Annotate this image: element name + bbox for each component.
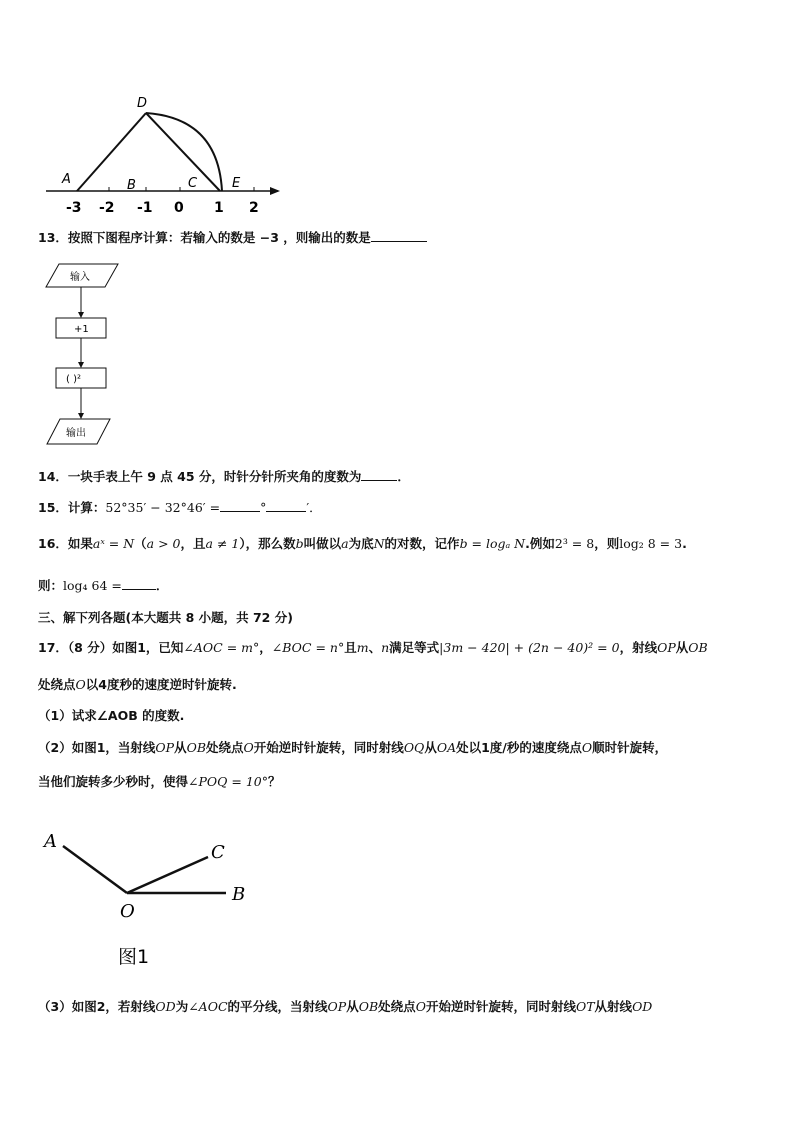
question-16-line2	[38, 577, 168, 595]
text: 叫做以	[303, 536, 342, 551]
math: a	[341, 536, 349, 551]
text: 、	[368, 640, 382, 655]
math: log₄ 64 =	[63, 578, 122, 593]
ray-oc	[127, 857, 208, 893]
tick-label: -2	[99, 200, 115, 215]
text: ．	[155, 578, 169, 593]
math: OP	[327, 999, 347, 1014]
question-14	[38, 468, 410, 486]
question-15	[38, 499, 322, 517]
q15-text: 15．计算：	[38, 500, 106, 515]
math: O	[415, 999, 426, 1014]
text: 从	[174, 740, 187, 755]
q14-end: ．	[397, 469, 410, 484]
flow-square-label: ( )²	[66, 374, 81, 385]
label-d: D	[137, 96, 148, 111]
text: 从	[424, 740, 437, 755]
math: OB	[358, 999, 379, 1014]
text: ？	[267, 774, 281, 789]
square-box	[56, 368, 106, 388]
tick-label: 2	[249, 200, 259, 215]
section-heading: 三、解下列各题(本大题共 8 小题，共 72 分)	[38, 610, 293, 625]
question-17-part2-line1	[38, 739, 667, 757]
label-b: B	[127, 178, 136, 193]
text: 的平分线，当射线	[227, 999, 328, 1014]
math: m	[356, 640, 369, 655]
math: N	[373, 536, 385, 551]
text: 从	[346, 999, 359, 1014]
text: （3）如图2，若射线	[38, 999, 156, 1014]
text: ，则	[594, 536, 620, 551]
tick-label: -3	[66, 200, 82, 215]
text: 处绕点	[206, 740, 244, 755]
math: aˣ = N	[92, 536, 135, 551]
text: 则：	[38, 578, 64, 593]
text: 当他们旋转多少秒时，使得	[38, 774, 189, 789]
math: OD	[632, 999, 653, 1014]
text: 的对数，记作	[384, 536, 460, 551]
math: OB	[186, 740, 207, 755]
label-a: A	[44, 831, 57, 852]
text: .	[682, 536, 687, 551]
math: |3m − 420| + (2n − 40)² = 0	[439, 640, 620, 655]
math: O	[581, 740, 593, 755]
math: a > 0	[146, 536, 181, 551]
text: ），那么数	[239, 536, 296, 551]
math: O	[243, 740, 254, 755]
label-b: B	[232, 884, 246, 905]
question-17-part3	[38, 998, 652, 1016]
label-c: C	[211, 842, 225, 863]
segment-dc	[146, 113, 220, 191]
text: 处绕点	[38, 677, 76, 692]
text: 17．（8 分）如图1，已知	[38, 640, 184, 655]
question-17-line2	[38, 676, 237, 694]
flow-output-label: 输出	[66, 428, 86, 439]
question-13	[38, 229, 427, 247]
number-line-figure	[40, 90, 290, 215]
text: 为	[175, 999, 189, 1014]
text: 顺时针旋转，	[592, 740, 668, 755]
flow-input-label: 输入	[70, 272, 90, 283]
math: ∠BOC = n°	[271, 640, 345, 655]
math: OP	[155, 740, 175, 755]
minute-sign: ′．	[306, 500, 322, 515]
answer-blank	[122, 577, 156, 590]
tick-label: 1	[214, 200, 224, 215]
text: （	[134, 536, 147, 551]
label-a: A	[62, 172, 71, 187]
label-o: O	[120, 901, 135, 922]
math: a ≠ 1	[205, 536, 240, 551]
q15-expression: 52°35′ − 32°46′ =	[105, 500, 221, 515]
ray-oa	[63, 846, 127, 893]
math: ∠AOC	[188, 999, 228, 1014]
math: b = logₐ N	[459, 536, 526, 551]
text: 从射线	[594, 999, 633, 1014]
tick-label: 0	[174, 200, 184, 215]
label-e: E	[232, 176, 241, 191]
question-17-line1	[38, 639, 708, 657]
text: 为底	[348, 536, 374, 551]
math: OD	[155, 999, 176, 1014]
question-16-line1	[38, 535, 687, 553]
answer-blank	[266, 499, 306, 512]
math: b	[295, 536, 304, 551]
answer-blank	[361, 468, 397, 481]
text: 且	[344, 640, 357, 655]
text: ，射线	[619, 640, 658, 655]
flow-plus-one-label: +1	[74, 324, 89, 335]
math: n	[381, 640, 390, 655]
tick-label: -1	[137, 200, 153, 215]
text: 处绕点	[378, 999, 416, 1014]
question-17-part1: （1）试求∠AOB 的度数.	[38, 708, 185, 723]
text: 以4度秒的速度逆时针旋转.	[85, 677, 237, 692]
text: ，且	[180, 536, 206, 551]
math: OB	[688, 640, 708, 655]
math: OP	[657, 640, 676, 655]
question-17-part2-line2	[38, 773, 281, 791]
text: 处以1度/秒的速度绕点	[456, 740, 582, 755]
text: （2）如图1，当射线	[38, 740, 156, 755]
axis-arrow	[270, 187, 280, 195]
math: OQ	[403, 740, 425, 755]
figure-caption: 图1	[118, 946, 150, 968]
math: 2³ = 8	[554, 536, 595, 551]
q13-text: 13．按照下图程序计算：若输入的数是 −3 ，则输出的数是	[38, 230, 371, 245]
figure-1	[40, 825, 260, 975]
label-c: C	[188, 176, 198, 191]
answer-blank	[371, 229, 427, 242]
text: 从	[675, 640, 689, 655]
text: 开始逆时针旋转，同时射线	[253, 740, 404, 755]
text: 开始逆时针旋转，同时射线	[425, 999, 576, 1014]
math: O	[75, 677, 86, 692]
flowchart	[44, 262, 124, 452]
q14-text: 14．一块手表上午 9 点 45 分，时针分针所夹角的度数为	[38, 469, 362, 484]
math: OA	[436, 740, 457, 755]
text: 满足等式	[389, 640, 440, 655]
math: ∠AOC = m°	[183, 640, 260, 655]
answer-blank	[220, 499, 260, 512]
text: .例如	[525, 536, 555, 551]
text: ，	[259, 640, 272, 655]
text: 16．如果	[38, 536, 93, 551]
math: ∠POQ = 10°	[188, 774, 268, 789]
math: log₂ 8 = 3	[619, 536, 683, 551]
math: OT	[575, 999, 595, 1014]
degree-sign: °	[260, 500, 267, 515]
